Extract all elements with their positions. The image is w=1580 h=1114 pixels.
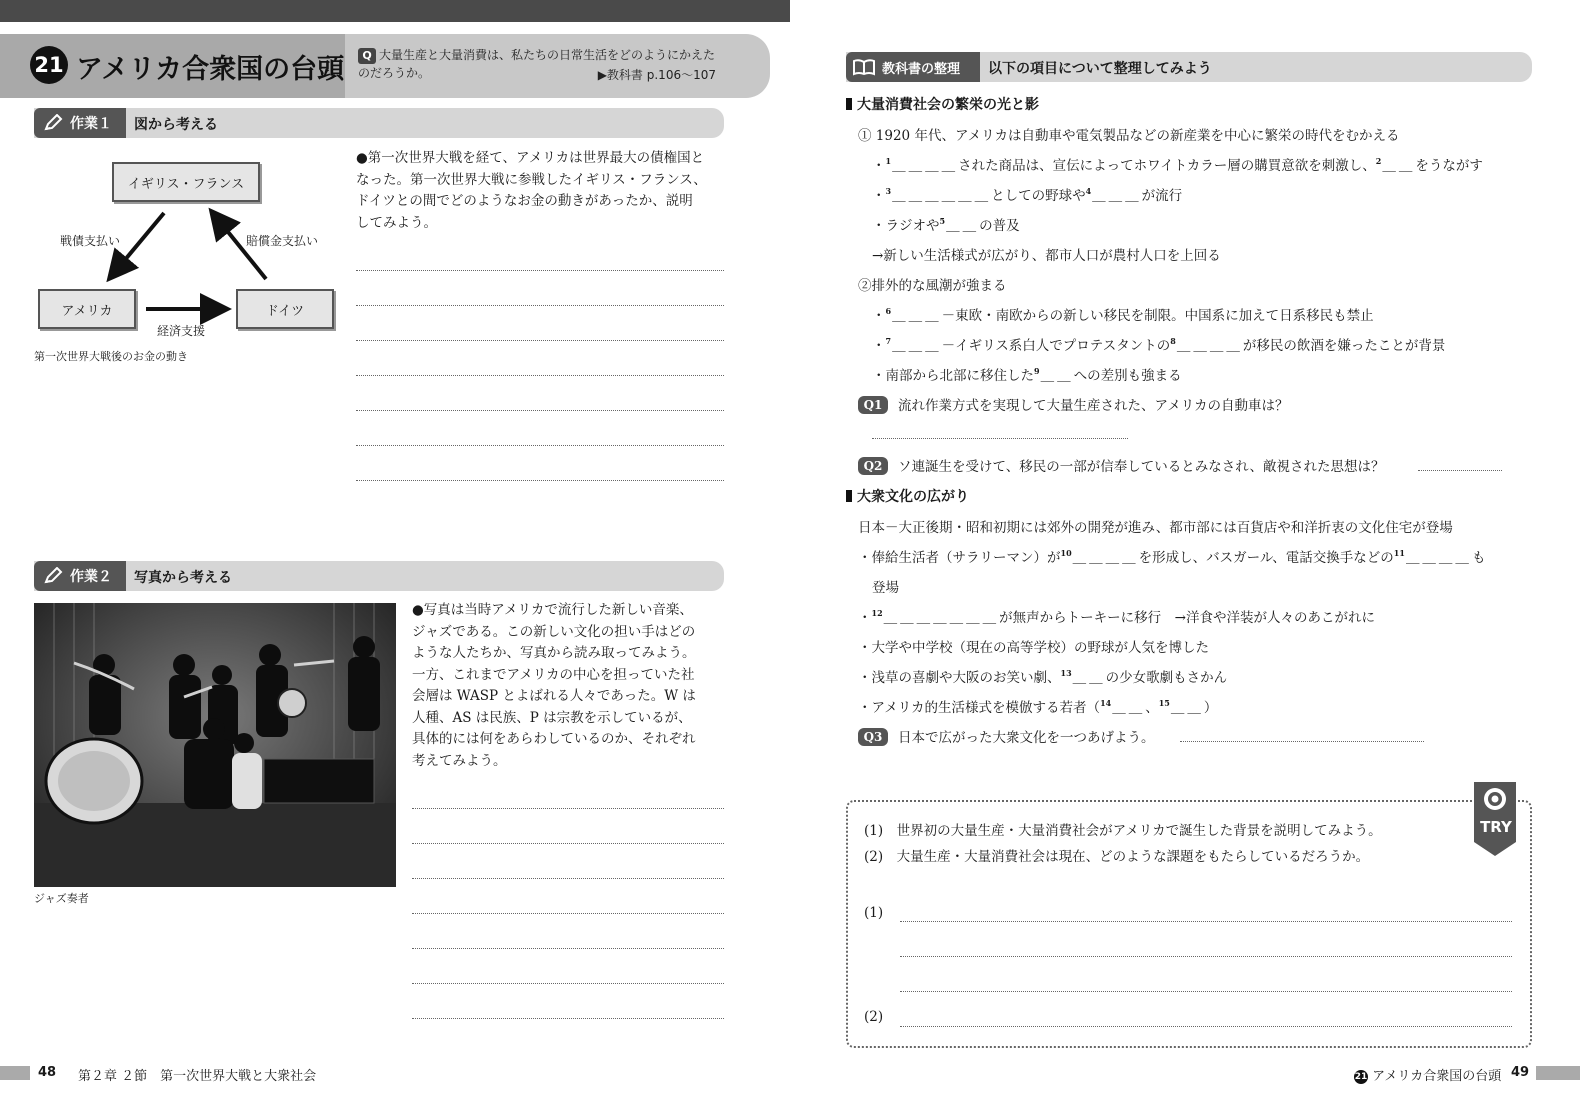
- diagram-box-germany: ドイツ: [236, 289, 334, 329]
- task2-text: [412, 600, 730, 772]
- bullet-text: ・俸給生活者（サラリーマン）が: [858, 550, 1061, 566]
- task2-text-line: 一方、これまでアメリカの中心を担っていた社: [412, 666, 695, 683]
- task1-text-line: ●第一次世界大戦を経て、アメリカは世界最大の債権国と: [356, 150, 705, 166]
- q3-text: 日本で広がった大衆文化を一つあげよう。: [898, 730, 1155, 746]
- blank-number: 8: [1170, 336, 1176, 346]
- blank-number: 11: [1393, 548, 1405, 558]
- q1-answer-line[interactable]: [872, 438, 1128, 439]
- bullet-text: ・南部から北部に移住した: [872, 368, 1034, 384]
- page-number-left: 48: [38, 1065, 57, 1080]
- question-badge: Q: [358, 48, 376, 64]
- bullet-dot: ・: [872, 158, 886, 174]
- blank-number: 3: [885, 186, 892, 196]
- culture-bullet-4: [858, 666, 1227, 686]
- task2-badge-label: 作業２: [70, 569, 112, 585]
- diagram-caption: 第一次世界大戦後のお金の動き: [34, 350, 188, 363]
- summary-title: 以下の項目について整理してみよう: [988, 61, 1212, 77]
- section2-heading: [846, 486, 969, 506]
- textbook-reference: ▶教科書 p.106～107: [597, 68, 716, 82]
- item2: ②排外的な風潮が強まる: [858, 278, 1007, 294]
- culture-bullet-2: [858, 606, 1375, 626]
- section2-intro: 日本－大正後期・昭和初期には郊外の開発が進み、都市部には百貨店や和洋折衷の文化住宅が登場: [858, 520, 1453, 536]
- pencil-icon: [44, 114, 64, 132]
- footer-left-bar: [0, 1066, 30, 1080]
- bullet-text: が無声からトーキーに移行 →洋食や洋装が人々のあこがれに: [999, 610, 1375, 626]
- fill-blank[interactable]: ＿＿: [1170, 700, 1204, 716]
- blank-number: 12: [871, 608, 883, 618]
- answer-line[interactable]: [412, 843, 724, 844]
- summary-badge: [846, 52, 980, 82]
- blank-number: 5: [939, 216, 946, 226]
- pencil-icon: [44, 567, 64, 585]
- task2-text-line: ジャズである。この新しい文化の担い手はどの: [412, 623, 696, 640]
- bullet-text: ・ラジオや: [872, 218, 940, 234]
- answer-line[interactable]: [356, 410, 724, 411]
- question-q2: [858, 455, 1385, 475]
- culture-bullet-3: ・大学や中学校（現在の高等学校）の野球が人気を博した: [858, 640, 1209, 656]
- culture-bullet-5: [858, 696, 1217, 716]
- bullet-text: をうながす: [1415, 158, 1483, 174]
- q3-badge: Q3: [858, 728, 888, 746]
- task1-header: [34, 108, 724, 138]
- fill-blank[interactable]: ＿＿＿＿＿＿＿: [883, 610, 1000, 626]
- photo-caption: ジャズ奏者: [34, 892, 89, 905]
- arrow-line: →新しい生活様式が広がり、都市人口が農村人口を上回る: [872, 248, 1221, 264]
- jazz-band-photo: [34, 603, 396, 887]
- try-answer-2-label: (2): [864, 1009, 884, 1025]
- blank-number: 7: [885, 336, 892, 346]
- task2-text-line: 人種、AS は民族、P は宗教を示しているが、: [412, 709, 692, 726]
- try-answer-line[interactable]: [900, 991, 1512, 992]
- task1-badge-label: 作業１: [70, 116, 112, 132]
- blank-number: 15: [1158, 698, 1170, 708]
- fill-blank[interactable]: ＿＿＿: [892, 308, 942, 324]
- answer-line[interactable]: [356, 445, 724, 446]
- bullet-text: も: [1471, 550, 1486, 566]
- chapter-number-badge: 21: [30, 46, 68, 84]
- fill-blank[interactable]: ＿＿＿: [1092, 188, 1142, 204]
- label-war-debt: 戦債支払い: [60, 234, 121, 248]
- try-question-1: (1) 世界初の大量生産・大量消費社会がアメリカで誕生した背景を説明してみよう。: [864, 823, 1382, 839]
- fill-blank[interactable]: ＿＿: [1382, 158, 1416, 174]
- fill-blank[interactable]: ＿＿＿＿: [892, 158, 959, 174]
- answer-line[interactable]: [412, 1018, 724, 1019]
- label-reparations: 賠償金支払い: [246, 234, 319, 248]
- bullet-dot: ・: [872, 338, 886, 354]
- q1-badge: Q1: [858, 396, 888, 414]
- footer-chapter: [1354, 1065, 1501, 1084]
- try-answer-line[interactable]: [900, 956, 1512, 957]
- answer-line[interactable]: [356, 375, 724, 376]
- top-dark-strip: [0, 0, 790, 22]
- try-answer-line[interactable]: [900, 1026, 1512, 1027]
- blank-number: 14: [1100, 698, 1112, 708]
- try-answer-1-label: (1): [864, 905, 884, 921]
- section1-heading: [846, 94, 1039, 114]
- task1-text-line: ドイツとの間でどのようなお金の動きがあったか、説明: [356, 193, 693, 209]
- bullet-text: された商品は、宣伝によってホワイトカラー層の購買意欲を刺激し、: [958, 158, 1376, 174]
- bullet-3: [872, 214, 1020, 234]
- try-answer-line[interactable]: [900, 921, 1512, 922]
- book-icon: [852, 58, 876, 76]
- bullet-text: への差別も強まる: [1073, 368, 1182, 384]
- heading-marker: [846, 98, 852, 110]
- diagram-box-usa: アメリカ: [38, 289, 136, 329]
- diagram-arrows: [30, 195, 350, 335]
- fill-blank[interactable]: ＿＿: [946, 218, 980, 234]
- question-line-2: のだろうか。: [358, 66, 431, 80]
- q2-answer-line[interactable]: [1418, 470, 1502, 471]
- try-label: TRY: [1480, 818, 1512, 836]
- bullet-dot: ・: [858, 610, 872, 626]
- task1-text-line: なった。第一次世界大戦に参戦したイギリス・フランス、: [356, 171, 707, 188]
- question-line-1: 大量生産と大量消費は、私たちの日常生活をどのようにかえた: [379, 48, 716, 62]
- answer-line[interactable]: [412, 983, 724, 984]
- bullet-text: 、: [1145, 700, 1159, 716]
- task1-title: 図から考える: [134, 117, 218, 133]
- label-economic-aid: 経済支援: [157, 324, 206, 338]
- answer-line[interactable]: [412, 878, 724, 879]
- task2-header: [34, 561, 724, 591]
- fill-blank[interactable]: ＿＿: [1072, 670, 1106, 686]
- task2-text-line: 会層は WASP とよばれる人々であった。W は: [412, 688, 696, 704]
- chapter-title: アメリカ合衆国の台頭: [76, 54, 345, 85]
- blank-number: 9: [1034, 366, 1040, 376]
- blank-number: 2: [1375, 156, 1382, 166]
- blank-number: 13: [1060, 668, 1072, 678]
- bullet-1: [872, 154, 1483, 174]
- blank-number: 1: [885, 156, 892, 166]
- footer-section: 第２章 ２節 第一次世界大戦と大衆社会: [78, 1069, 317, 1084]
- question-q3: [858, 726, 1155, 746]
- culture-bullet-1-cont: 登場: [872, 580, 899, 596]
- section1-heading-text: 大量消費社会の繁栄の光と影: [857, 97, 1039, 113]
- task2-answer-lines[interactable]: [412, 808, 724, 1019]
- q3-answer-line[interactable]: [1180, 741, 1424, 742]
- try-question-2: (2) 大量生産・大量消費社会は現在、どのような課題をもたらしているだろうか。: [864, 849, 1370, 865]
- bullet-text: の普及: [979, 218, 1020, 234]
- bullet-text: を形成し、バスガール、電話交換手などの: [1138, 550, 1394, 566]
- arrow-war-debt: [114, 213, 164, 273]
- footer-chapter-badge: 21: [1354, 1072, 1368, 1082]
- task2-text-line: 具体的には何をあらわしているのか、それぞれ: [412, 731, 696, 747]
- question-q1: [858, 394, 1289, 414]
- fill-blank[interactable]: ＿＿＿: [892, 338, 942, 354]
- answer-line[interactable]: [356, 305, 724, 306]
- answer-line[interactable]: [412, 913, 724, 914]
- fill-blank[interactable]: ＿＿: [1040, 368, 1074, 384]
- bullet-text: －東欧・南欧からの新しい移民を制限。中国系に加えて日系移民も禁止: [941, 308, 1374, 324]
- summary-badge-label: 教科書の整理: [882, 61, 961, 77]
- bullet-2: [872, 184, 1182, 204]
- footer-chapter-title: アメリカ合衆国の台頭: [1372, 1069, 1502, 1084]
- bullet-dot: ・: [872, 188, 886, 204]
- section2-heading-text: 大衆文化の広がり: [857, 489, 969, 505]
- bullet-4: [872, 304, 1374, 324]
- bullet-text: が流行: [1141, 188, 1183, 204]
- bullet-text: としての野球や: [991, 188, 1086, 204]
- fill-blank[interactable]: ＿＿＿＿: [1176, 338, 1243, 354]
- culture-bullet-1: [858, 546, 1485, 566]
- bullet-text: ・浅草の喜劇や大阪のお笑い劇、: [858, 670, 1061, 686]
- blank-number: 10: [1060, 548, 1072, 558]
- task2-title: 写真から考える: [134, 570, 232, 586]
- task2-text-line: ような人たちか、写真から読み取ってみよう。: [412, 645, 696, 661]
- task1-answer-lines[interactable]: [356, 270, 724, 481]
- task1-text-line: してみよう。: [356, 214, 437, 231]
- bullet-text: が移民の飲酒を嫌ったことが背景: [1242, 338, 1446, 354]
- bullet-text: －イギリス系白人でプロテスタントの: [941, 338, 1171, 354]
- heading-marker: [846, 490, 852, 502]
- task1-text: [356, 148, 728, 234]
- item1: ① 1920 年代、アメリカは自動車や電気製品などの新産業を中心に繁栄の時代をむかえる: [858, 128, 1400, 144]
- bullet-5: [872, 334, 1445, 354]
- bullet-6: [872, 364, 1182, 384]
- task2-text-line: ●写真は当時アメリカで流行した新しい音楽、: [412, 602, 693, 618]
- answer-line[interactable]: [356, 480, 724, 481]
- answer-line[interactable]: [412, 808, 724, 809]
- q2-text: ソ連誕生を受けて、移民の一部が信奉しているとみなされ、敵視された思想は？: [898, 459, 1385, 475]
- fill-blank[interactable]: ＿＿＿＿: [1405, 550, 1472, 566]
- bullet-text: ・アメリカ的生活様式を模倣する若者（: [858, 700, 1101, 716]
- fill-blank[interactable]: ＿＿＿＿＿＿: [892, 188, 992, 204]
- q2-badge: Q2: [858, 457, 888, 475]
- blank-number: 6: [885, 306, 892, 316]
- key-question: [358, 46, 758, 90]
- answer-line[interactable]: [356, 340, 724, 341]
- task1-badge: [34, 108, 126, 138]
- page-number-right: 49: [1511, 1065, 1530, 1080]
- task2-badge: [34, 561, 126, 591]
- diagram-box-uk-france: イギリス・フランス: [112, 162, 260, 202]
- footer-right-bar: [1536, 1066, 1580, 1080]
- answer-line[interactable]: [356, 270, 724, 271]
- bullet-dot: ・: [872, 308, 886, 324]
- bullet-text: ）: [1203, 700, 1218, 716]
- fill-blank[interactable]: ＿＿: [1112, 700, 1146, 716]
- summary-header: [846, 52, 1532, 82]
- fill-blank[interactable]: ＿＿＿＿: [1072, 550, 1139, 566]
- bullet-text: の少女歌劇もさかん: [1105, 670, 1228, 686]
- q1-text: 流れ作業方式を実現して大量生産された、アメリカの自動車は？: [898, 398, 1289, 414]
- task2-text-line: 考えてみよう。: [412, 752, 507, 769]
- answer-line[interactable]: [412, 948, 724, 949]
- blank-number: 4: [1085, 186, 1092, 196]
